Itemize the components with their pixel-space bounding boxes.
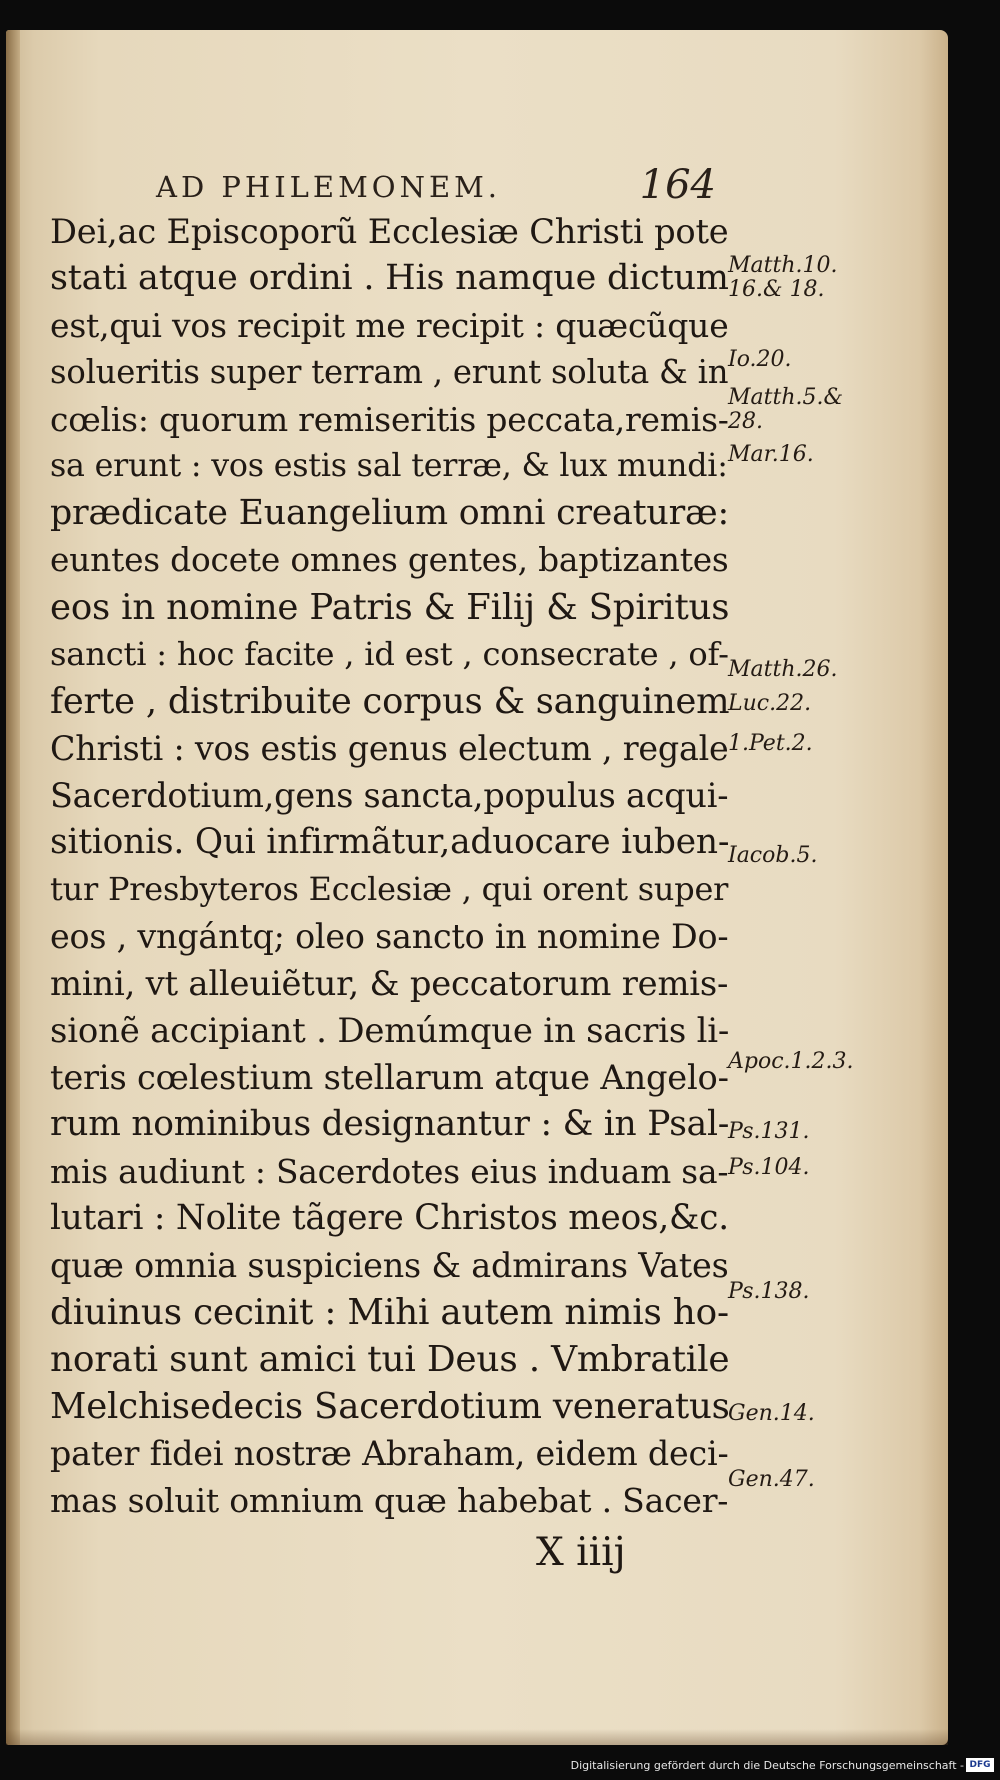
page-number: 164 — [639, 162, 716, 208]
signature-mark: X iiij — [536, 1530, 626, 1575]
text-line: cœlis: quorum remiseritis peccata,remis- — [50, 400, 729, 439]
text-line: Dei,ac Episcoporũ Ecclesiæ Christi pote — [50, 212, 729, 251]
margin-note: Gen.14. — [728, 1401, 815, 1426]
text-line: mini, vt alleuiẽtur, & peccatorum remis- — [50, 964, 729, 1003]
text-line: tur Presbyteros Ecclesiæ , qui orent super — [50, 870, 729, 908]
text-line: sitionis. Qui infirmãtur,aduocare iuben- — [50, 822, 730, 862]
text-line: Melchisedecis Sacerdotium veneratus — [50, 1386, 730, 1427]
text-line: est,qui vos recipit me recipit : quæcũque — [50, 306, 729, 345]
text-line: rum nominibus designantur : & in Psal- — [50, 1104, 730, 1144]
text-line: stati atque ordini . His namque dictum — [50, 258, 729, 298]
margin-note: Ps.131. — [728, 1119, 810, 1144]
text-line: mis audiunt : Sacerdotes eius induam sa- — [50, 1152, 729, 1191]
margin-note: Ps.138. — [728, 1279, 810, 1304]
book-page — [6, 30, 948, 1745]
text-line: teris cœlestium stellarum atque Angelo- — [50, 1058, 729, 1097]
text-line: sa erunt : vos estis sal terræ, & lux mundi: — [50, 448, 728, 484]
page-binding-edge — [6, 30, 20, 1745]
margin-note: Apoc.1.2.3. — [728, 1049, 854, 1074]
running-head — [156, 162, 716, 208]
main-text-block — [50, 208, 730, 1524]
text-line: sionẽ accipiant . Demúmque in sacris li- — [50, 1011, 730, 1050]
text-line: diuinus cecinit : Mihi autem nimis ho- — [50, 1292, 729, 1333]
text-line: norati sunt amici tui Deus . Vmbratile — [50, 1339, 730, 1380]
margin-note: Ps.104. — [728, 1155, 810, 1180]
margin-note: Luc.22. — [728, 691, 812, 716]
margin-note: Mar.16. — [728, 442, 814, 467]
margin-note: Matth.5.& 28. — [728, 385, 844, 434]
margin-note: 1.Pet.2. — [728, 731, 813, 756]
text-line: mas soluit omnium quæ habebat . Sacer- — [50, 1481, 729, 1520]
margin-note: Matth.10. 16.& 18. — [728, 253, 838, 302]
text-line: prædicate Euangelium omni creaturæ: — [50, 493, 729, 533]
text-line: Sacerdotium,gens sancta,populus acqui- — [50, 776, 729, 815]
text-line: solueritis super terram , erunt soluta & in — [50, 353, 729, 391]
text-line: euntes docete omnes gentes, baptizantes — [50, 541, 729, 579]
text-line: eos in nomine Patris & Filij & Spiritus — [50, 587, 730, 628]
footer-bar — [0, 1752, 1000, 1780]
text-line: sancti : hoc facite , id est , consecrate , of- — [50, 635, 729, 673]
text-line: lutari : Nolite tãgere Christos meos,&c. — [50, 1198, 729, 1238]
text-line: eos , vngántq; oleo sancto in nomine Do- — [50, 917, 729, 956]
margin-note: Iacob.5. — [728, 843, 818, 868]
text-line: pater fidei nostræ Abraham, eidem deci- — [50, 1434, 729, 1473]
margin-note: Gen.47. — [728, 1467, 815, 1492]
text-line: quæ omnia suspiciens & admirans Vates — [50, 1246, 729, 1285]
funding-credit: Digitalisierung gefördert durch die Deutsche Forschungsgemeinschaft - — [570, 1759, 964, 1772]
margin-note: Matth.26. — [728, 657, 838, 682]
dfg-logo: DFG — [966, 1758, 994, 1772]
text-line: Christi : vos estis genus electum , regale — [50, 729, 729, 768]
text-line: ferte , distribuite corpus & sanguinem — [50, 681, 730, 722]
margin-note: Io.20. — [728, 347, 792, 372]
running-title: AD PHILEMONEM. — [156, 170, 502, 204]
marginal-notes — [728, 30, 868, 1745]
